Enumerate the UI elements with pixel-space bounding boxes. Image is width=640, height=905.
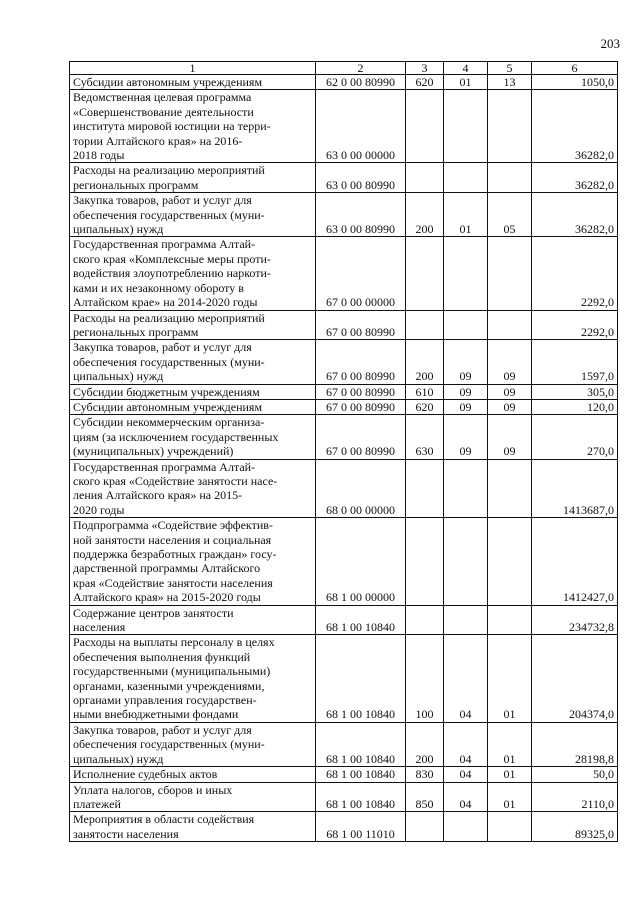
row-name: Содержание центров занятости населения: [70, 605, 316, 635]
subsection-code: [488, 90, 532, 163]
expense-type: 830: [406, 767, 444, 782]
target-code: 68 1 00 10840: [316, 605, 406, 635]
amount: 50,0: [532, 767, 618, 782]
target-code: 67 0 00 80990: [316, 384, 406, 399]
row-name: Закупка товаров, работ и услуг для обеспечения государственных (муни- ципальных) нужд: [70, 193, 316, 237]
target-code: 63 0 00 80990: [316, 163, 406, 193]
amount: 2292,0: [532, 310, 618, 340]
expense-type: 620: [406, 75, 444, 90]
table-row: [70, 635, 618, 722]
section-code: [444, 812, 488, 842]
table-row: [70, 518, 618, 605]
section-code: [444, 459, 488, 518]
amount: 234732,8: [532, 605, 618, 635]
target-code: 67 0 00 80990: [316, 415, 406, 459]
expense-type: [406, 163, 444, 193]
section-code: 09: [444, 415, 488, 459]
amount: 1597,0: [532, 340, 618, 384]
amount: 1050,0: [532, 75, 618, 90]
section-code: [444, 163, 488, 193]
subsection-code: [488, 812, 532, 842]
section-code: [444, 605, 488, 635]
section-code: 04: [444, 722, 488, 766]
amount: 270,0: [532, 415, 618, 459]
target-code: 67 0 00 80990: [316, 310, 406, 340]
table-row: [70, 605, 618, 635]
target-code: 63 0 00 80990: [316, 193, 406, 237]
section-code: [444, 90, 488, 163]
table-row: [70, 767, 618, 782]
amount: 305,0: [532, 384, 618, 399]
table-row: [70, 399, 618, 414]
section-code: [444, 310, 488, 340]
amount: 204374,0: [532, 635, 618, 722]
target-code: 62 0 00 80990: [316, 75, 406, 90]
expense-type: [406, 90, 444, 163]
subsection-code: [488, 237, 532, 310]
subsection-code: [488, 459, 532, 518]
expense-type: 620: [406, 399, 444, 414]
table-row: [70, 782, 618, 812]
amount: 89325,0: [532, 812, 618, 842]
expense-type: [406, 310, 444, 340]
target-code: 67 0 00 80990: [316, 399, 406, 414]
subsection-code: 01: [488, 767, 532, 782]
expense-type: [406, 812, 444, 842]
amount: 36282,0: [532, 193, 618, 237]
amount: 120,0: [532, 399, 618, 414]
row-name: Субсидии автономным учреждениям: [70, 399, 316, 414]
amount: 2110,0: [532, 782, 618, 812]
row-name: Государственная программа Алтай- ского края «Содействие занятости насе- ления Алтайского края» на 2015- 2020 годы: [70, 459, 316, 518]
section-code: [444, 237, 488, 310]
row-name: Закупка товаров, работ и услуг для обеспечения государственных (муни- ципальных) нужд: [70, 340, 316, 384]
row-name: Расходы на реализацию мероприятий региональных программ: [70, 310, 316, 340]
table-row: [70, 384, 618, 399]
row-name: Уплата налогов, сборов и иных платежей: [70, 782, 316, 812]
section-code: [444, 518, 488, 605]
target-code: 68 0 00 00000: [316, 459, 406, 518]
subsection-code: 09: [488, 384, 532, 399]
section-code: 04: [444, 782, 488, 812]
amount: 1413687,0: [532, 459, 618, 518]
row-name: Расходы на реализацию мероприятий региональных программ: [70, 163, 316, 193]
expense-type: 100: [406, 635, 444, 722]
expense-type: [406, 237, 444, 310]
subsection-code: 01: [488, 782, 532, 812]
table-row: [70, 340, 618, 384]
amount: 36282,0: [532, 163, 618, 193]
section-code: 04: [444, 767, 488, 782]
target-code: 68 1 00 10840: [316, 635, 406, 722]
expense-type: 850: [406, 782, 444, 812]
expense-type: [406, 459, 444, 518]
section-code: 01: [444, 75, 488, 90]
row-name: Государственная программа Алтай- ского края «Комплексные меры проти- водействия злоупотреблению наркоти- ками и их незаконному обороту в Алтайском крае» на 2014-2020 годы: [70, 237, 316, 310]
amount: 2292,0: [532, 237, 618, 310]
subsection-code: 05: [488, 193, 532, 237]
expense-type: [406, 605, 444, 635]
target-code: 68 1 00 10840: [316, 722, 406, 766]
section-code: 09: [444, 399, 488, 414]
target-code: 68 1 00 10840: [316, 767, 406, 782]
budget-table: [69, 61, 618, 842]
expense-type: 610: [406, 384, 444, 399]
subsection-code: 09: [488, 399, 532, 414]
table-row: [70, 163, 618, 193]
column-header: 6: [532, 62, 618, 75]
row-name: Субсидии автономным учреждениям: [70, 75, 316, 90]
target-code: 63 0 00 00000: [316, 90, 406, 163]
subsection-code: 01: [488, 722, 532, 766]
column-header: 1: [70, 62, 316, 75]
row-name: Субсидии некоммерческим организа- циям (за исключением государственных (муниципальных) учреждений): [70, 415, 316, 459]
section-code: 09: [444, 384, 488, 399]
table-row: [70, 193, 618, 237]
target-code: 68 1 00 10840: [316, 782, 406, 812]
subsection-code: [488, 518, 532, 605]
target-code: 67 0 00 00000: [316, 237, 406, 310]
subsection-code: 01: [488, 635, 532, 722]
row-name: Закупка товаров, работ и услуг для обеспечения государственных (муни- ципальных) нужд: [70, 722, 316, 766]
column-header: 2: [316, 62, 406, 75]
expense-type: 200: [406, 340, 444, 384]
expense-type: 200: [406, 722, 444, 766]
expense-type: 200: [406, 193, 444, 237]
expense-type: 630: [406, 415, 444, 459]
row-name: Исполнение судебных актов: [70, 767, 316, 782]
target-code: 67 0 00 80990: [316, 340, 406, 384]
table-row: [70, 459, 618, 518]
section-code: 04: [444, 635, 488, 722]
subsection-code: 09: [488, 340, 532, 384]
section-code: 01: [444, 193, 488, 237]
table-row: [70, 722, 618, 766]
target-code: 68 1 00 11010: [316, 812, 406, 842]
amount: 1412427,0: [532, 518, 618, 605]
subsection-code: 13: [488, 75, 532, 90]
expense-type: [406, 518, 444, 605]
column-header: 4: [444, 62, 488, 75]
row-name: Расходы на выплаты персоналу в целях обеспечения выполнения функций государственными (муниципальными) органами, казенными учреждениями, органами управления государствен- ными внебюджетными фондами: [70, 635, 316, 722]
column-header: 5: [488, 62, 532, 75]
section-code: 09: [444, 340, 488, 384]
subsection-code: 09: [488, 415, 532, 459]
row-name: Субсидии бюджетным учреждениям: [70, 384, 316, 399]
amount: 28198,8: [532, 722, 618, 766]
row-name: Мероприятия в области содействия занятости населения: [70, 812, 316, 842]
subsection-code: [488, 163, 532, 193]
table-row: [70, 310, 618, 340]
subsection-code: [488, 310, 532, 340]
table-header-row: [70, 62, 618, 75]
row-name: Ведомственная целевая программа «Совершенствование деятельности института мировой юстиции на терри- тории Алтайского края» на 2016- 2018 годы: [70, 90, 316, 163]
row-name: Подпрограмма «Содействие эффектив- ной занятости населения и социальная поддержка безработных граждан» госу- дарственной программы Алтайского края «Содействие занятости населения Алтайского края» на 2015-2020 годы: [70, 518, 316, 605]
amount: 36282,0: [532, 90, 618, 163]
table-row: [70, 90, 618, 163]
target-code: 68 1 00 00000: [316, 518, 406, 605]
page-number: 203: [600, 36, 620, 51]
table-row: [70, 812, 618, 842]
table-row: [70, 237, 618, 310]
column-header: 3: [406, 62, 444, 75]
table-row: [70, 415, 618, 459]
table-row: [70, 75, 618, 90]
subsection-code: [488, 605, 532, 635]
